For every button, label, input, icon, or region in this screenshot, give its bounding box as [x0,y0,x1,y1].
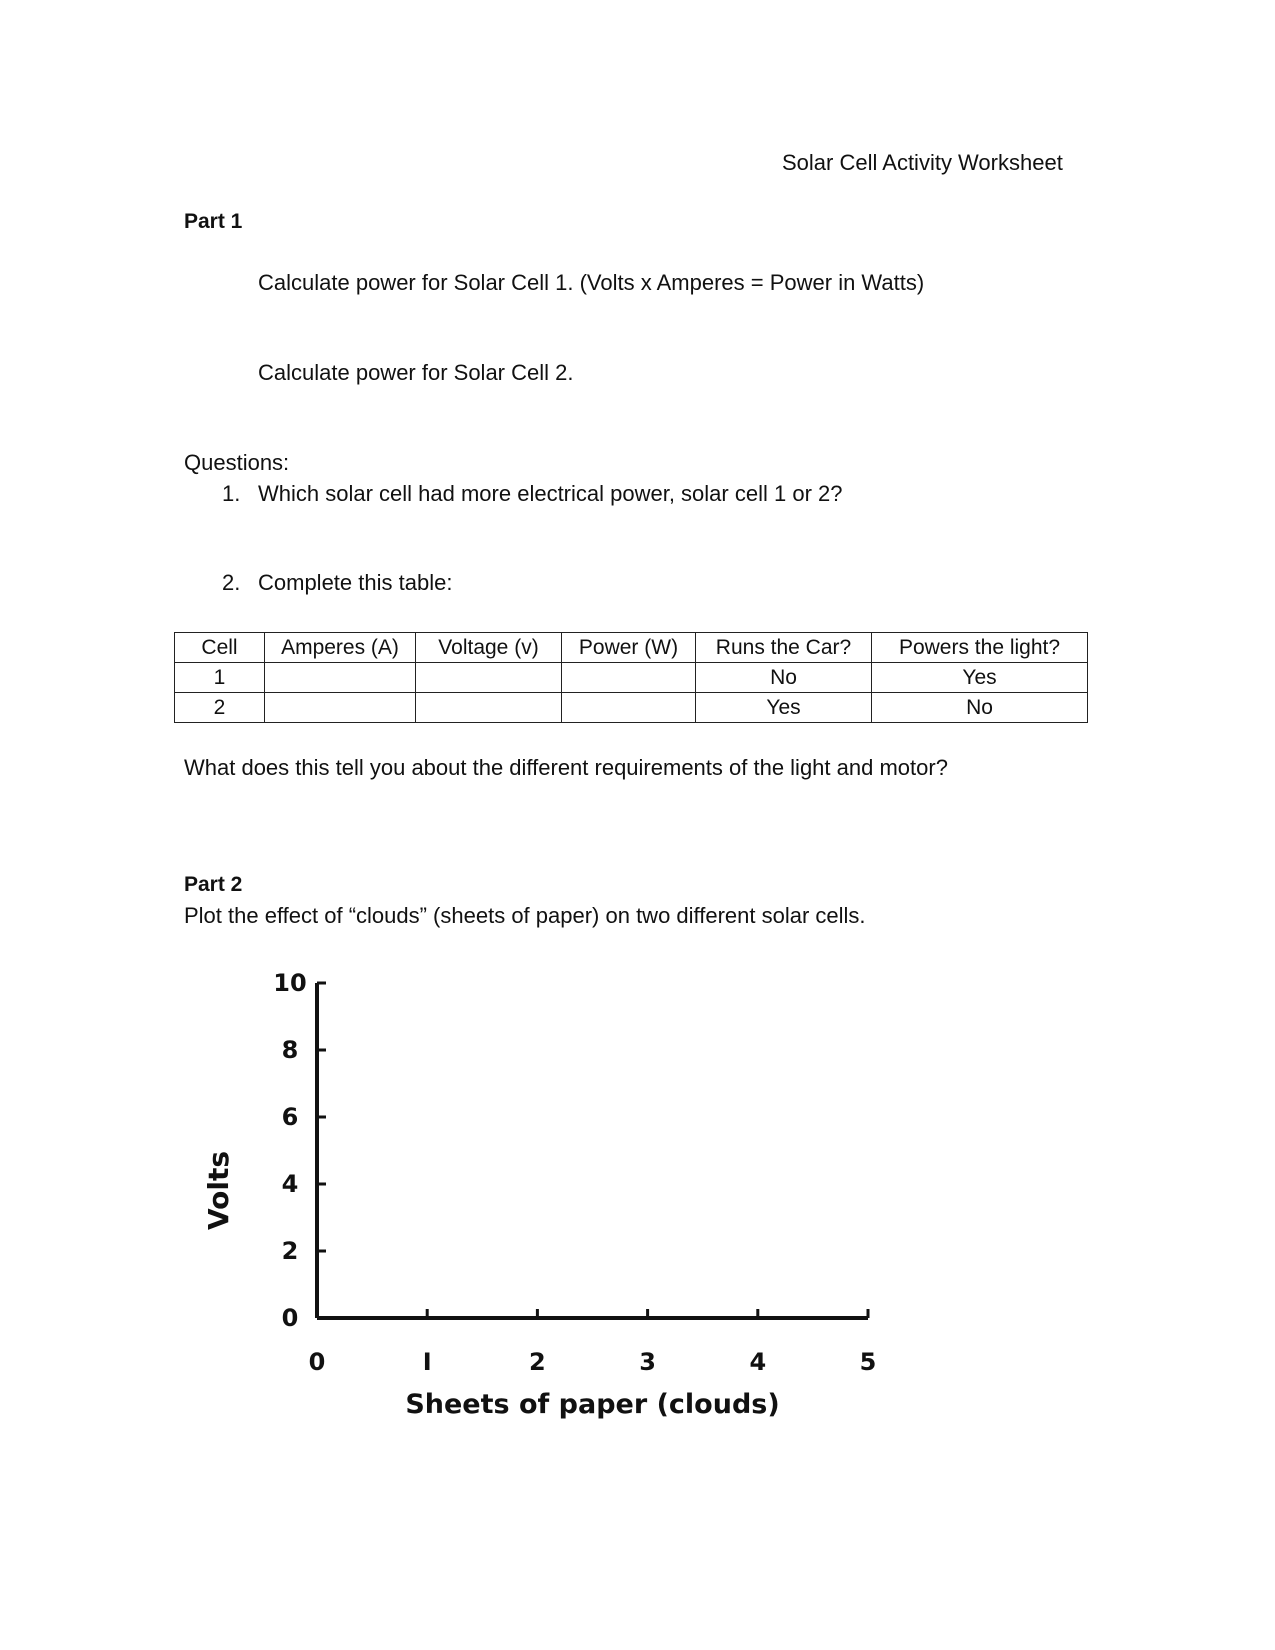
x-tick-label: 2 [529,1348,546,1376]
x-tick-label: 4 [749,1348,767,1376]
header-powers-light: Powers the light? [872,633,1088,663]
y-tick-label: 8 [281,1036,299,1064]
worksheet-title: Solar Cell Activity Worksheet [782,150,1063,175]
questions-label: Questions: [184,450,290,475]
table-row [175,693,1088,723]
header-cell: Cell [175,633,265,663]
power-entry[interactable] [562,693,696,723]
calc-cell1-instruction: Calculate power for Solar Cell 1. (Volts x Amperes = Power in Watts) [258,270,925,295]
header-voltage: Voltage (v) [416,633,562,663]
y-axis-label: Volts [202,1150,235,1231]
question-2-text: Complete this table: [258,570,453,595]
amperes-entry[interactable] [265,693,416,723]
question-1-text: Which solar cell had more electrical power, solar cell 1 or 2? [258,481,843,506]
cell-number: 2 [175,693,265,723]
x-tick-label: 3 [639,1348,656,1376]
part2-heading: Part 2 [184,873,243,896]
calc-cell2-instruction: Calculate power for Solar Cell 2. [258,360,574,385]
powers-light-value: Yes [872,663,1088,693]
cell-number: 1 [175,663,265,693]
voltage-entry[interactable] [416,693,562,723]
header-runs-car: Runs the Car? [696,633,872,663]
table-header-row [175,633,1088,663]
header-power: Power (W) [562,633,696,663]
y-tick-label: 0 [281,1304,299,1332]
voltage-entry[interactable] [416,663,562,693]
x-tick-label: 0 [308,1348,326,1376]
x-tick-label: 5 [859,1348,877,1376]
y-tick-label: 4 [281,1170,299,1198]
y-tick-label: 2 [281,1237,299,1265]
followup-question: What does this tell you about the different requirements of the light and motor? [184,755,948,780]
x-axis-label: Sheets of paper (clouds) [405,1389,780,1420]
table-row [175,663,1088,693]
header-amperes: Amperes (A) [265,633,416,663]
results-table [174,632,1088,723]
runs-car-value: Yes [696,693,872,723]
question-1-number: 1. [222,481,241,506]
runs-car-value: No [696,663,872,693]
powers-light-value: No [872,693,1088,723]
question-2-number: 2. [222,570,241,595]
x-tick-label: I [422,1348,432,1376]
power-entry[interactable] [562,663,696,693]
part1-heading: Part 1 [184,210,243,233]
y-tick-label: 10 [273,969,307,997]
amperes-entry[interactable] [265,663,416,693]
y-tick-label: 6 [281,1103,299,1131]
part2-instruction: Plot the effect of “clouds” (sheets of paper) on two different solar cells. [184,903,866,928]
